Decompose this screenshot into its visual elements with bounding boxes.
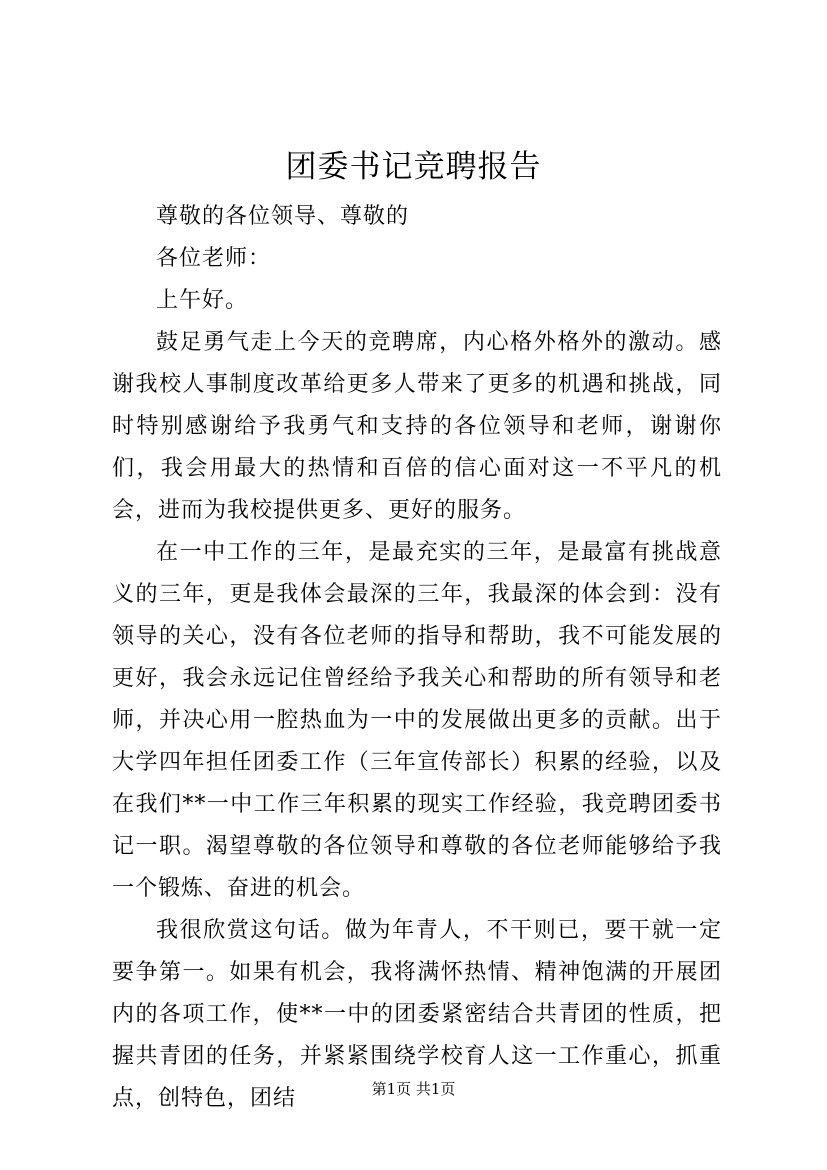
document-title: 团委书记竞聘报告 [285, 149, 542, 185]
page-footer: 第1页 共1页 [371, 1080, 456, 1098]
paragraph-3: 我很欣赏这句话。做为年青人，不干则已，要干就一定要争第一。如果有机会，我将满怀热情、精神饱满的开展团内的各项工作，使**一中的团委紧密结合共青团的性质，把握共青团的任务，并紧紧围绕学校育人这一工作重心，抓重点，创特色，团结 [112, 918, 722, 1111]
salutation-line-2: 各位老师： [156, 246, 272, 271]
document-body [112, 196, 722, 1120]
paragraph-2: 在一中工作的三年，是最充实的三年，是最富有挑战意义的三年，更是我体会最深的三年，我最深的体会到：没有领导的关心，没有各位老师的指导和帮助，我不可能发展的更好，我会永远记住曾经给予我关心和帮助的所有领导和老师，并决心用一腔热血为一中的发展做出更多的贡献。出于大学四年担任团委工作（三年宣传部长）积累的经验，以及在我们**一中工作三年积累的现实工作经验，我竞聘团委书记一职。渴望尊敬的各位领导和尊敬的各位老师能够给予我一个锻炼、奋进的机会。 [112, 540, 722, 901]
salutation-line-1: 尊敬的各位领导、尊敬的 [156, 204, 410, 229]
paragraph-1: 鼓足勇气走上今天的竞聘席，内心格外格外的激动。感谢我校人事制度改革给更多人带来了更多的机遇和挑战，同时特别感谢给予我勇气和支持的各位领导和老师，谢谢你们，我会用最大的热情和百倍的信心面对这一不平凡的机会，进而为我校提供更多、更好的服务。 [112, 330, 722, 523]
greeting: 上午好。 [156, 288, 249, 313]
